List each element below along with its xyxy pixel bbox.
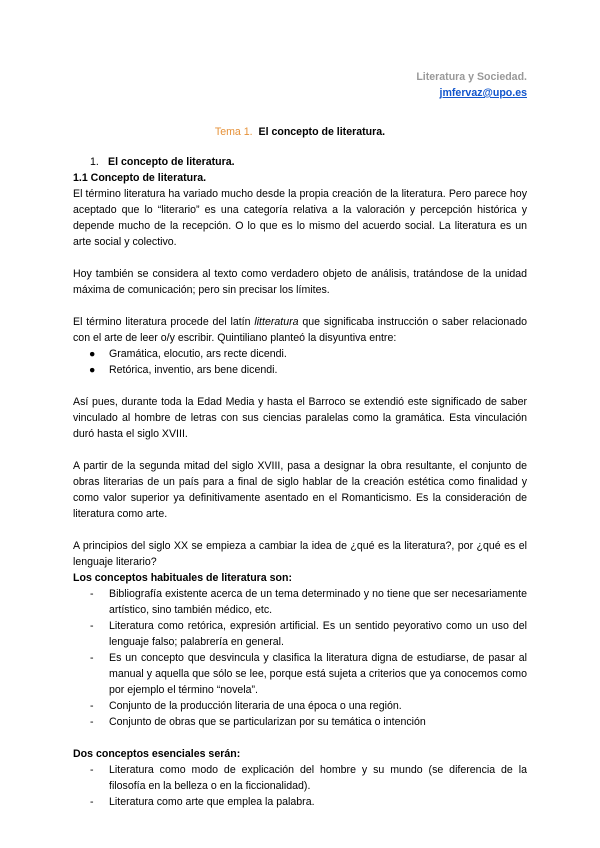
paragraph-5: A partir de la segunda mitad del siglo XVIII, pasa a designar la obra resultante, el conjunto de obras literarias de un país para a final de siglo hablar de la creación estética como finalidad y como valor superior ya definitivamente asentado en el Romanticismo. Es la consideración de literatura como arte. [73, 460, 527, 520]
numbered-heading [73, 154, 527, 170]
list-item: - Conjunto de la producción literaria de una época o una región. [90, 700, 402, 712]
document-title [0, 124, 600, 140]
heading-number: 1. [90, 156, 99, 168]
essential-list [73, 762, 527, 810]
concepts-list [73, 586, 527, 730]
paragraph-6: A principios del siglo XX se empieza a cambiar la idea de ¿qué es la literatura?, por ¿qué es el lenguaje literario? [73, 540, 527, 568]
tema-label: Tema 1. [214, 126, 253, 138]
dash-marker: - [90, 796, 94, 808]
list-item: - Es un concepto que desvincula y clasifica la literatura digna de estudiarse, de pasar al manual y aquella que sólo se lee, porque está sujeta a criterios que ya conocemos como por ejemplo el término “novela”. [90, 652, 527, 696]
list-item: - Literatura como modo de explicación del hombre y su mundo (se diferencia de la filosofía en la belleza o en la ficcionalidad). [90, 764, 527, 792]
list-item: - Bibliografía existente acerca de un tema determinado y no tiene que ser necesariamente artístico, sino también médico, etc. [90, 588, 527, 616]
title-text: El concepto de literatura. [258, 126, 386, 138]
paragraph-2: Hoy también se considera al texto como verdadero objeto de análisis, tratándose de la unidad máxima de comunicación; pero sin precisar los límites. [73, 268, 527, 296]
subheading: 1.1 Concepto de literatura. [73, 172, 207, 184]
page-header [416, 69, 527, 101]
list-item: - Literatura como arte que emplea la palabra. [90, 796, 315, 808]
list-item: - Literatura como retórica, expresión artificial. Es un sentido peyorativo como un uso del lenguaje falso; palabrería en general. [90, 620, 527, 648]
dash-marker: - [90, 700, 94, 712]
bullet-marker: ● [89, 364, 96, 376]
latin-term: litteratura [254, 316, 299, 328]
course-title: Literatura y Sociedad. [416, 71, 527, 83]
email-link[interactable]: jmfervaz@upo.es [439, 87, 527, 99]
paragraph-3: El término literatura procede del latín litteratura que significaba instrucción o saber relacionado con el arte de leer o/y escribir. Quintiliano planteó la disyuntiva entre: [73, 316, 527, 344]
paragraph-4: Así pues, durante toda la Edad Media y hasta el Barroco se extendió este significado de saber vinculado al hombre de letras con sus ciencias paralelas como la gramática. Esta vinculación duró hasta el siglo XVIII. [73, 396, 527, 440]
heading-text: El concepto de literatura. [108, 156, 235, 168]
bullet-marker: ● [89, 348, 96, 360]
list-item: ● Gramática, elocutio, ars recte dicendi. [89, 348, 287, 360]
list-item: - Conjunto de obras que se particularizan por su temática o intención [90, 716, 426, 728]
essential-heading: Dos conceptos esenciales serán: [73, 748, 241, 760]
list-item: ● Retórica, inventio, ars bene dicendi. [89, 364, 278, 376]
dash-marker: - [90, 588, 94, 600]
dash-marker: - [90, 652, 94, 664]
concepts-heading: Los conceptos habituales de literatura son: [73, 572, 292, 584]
document-body [73, 154, 527, 810]
quintiliano-list [73, 346, 527, 378]
dash-marker: - [90, 620, 94, 632]
dash-marker: - [90, 716, 94, 728]
dash-marker: - [90, 764, 94, 776]
paragraph-1: El término literatura ha variado mucho desde la propia creación de la literatura. Pero parece hoy aceptado que lo “literario” es una categoría relativa a la valoración y percepción histórica y depende mucho de la recepción. O lo que es lo mismo del acuerdo social. La literatura es un arte social y colectivo. [73, 188, 527, 248]
